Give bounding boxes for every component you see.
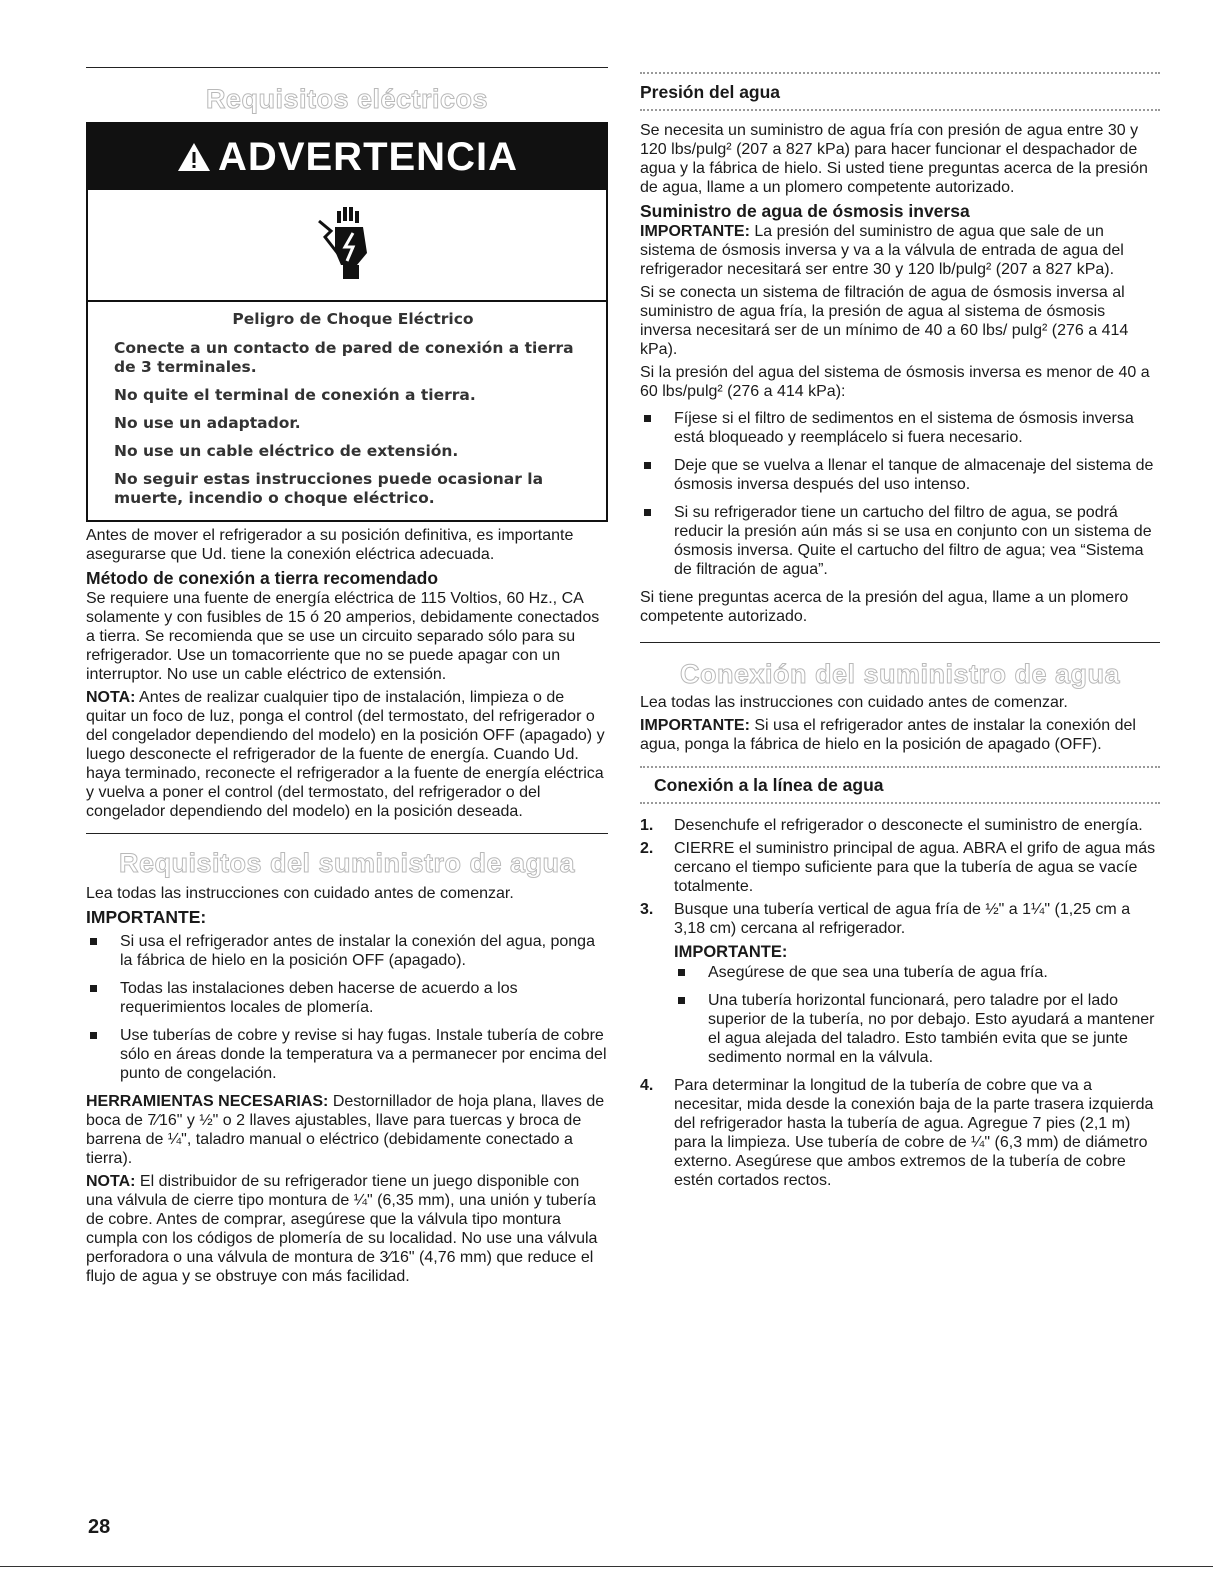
warning-line: No use un adaptador. bbox=[114, 414, 301, 432]
nota-text: Antes de realizar cualquier tipo de instalación, limpieza o de quitar un foco de luz, ponga el control (del termostato, del refrigerador o del congelador dependiendo del modelo) en la posición OFF (apagado) y luego desconecte el refrigerador de la fuente de energía. Cuando Ud. haya terminado, reconecte el refrigerador a la fuente de energía eléctrica y vuelva a poner el control (del termostato, del refrigerador o del congelador dependiendo del modelo) en la posición deseada. bbox=[86, 689, 605, 820]
tools-paragraph bbox=[86, 1092, 608, 1168]
page-number: 28 bbox=[88, 1516, 111, 1538]
nota2-text: El distribuidor de su refrigerador tiene un juego disponible con una válvula de cierre tipo montura de ¼" (6,35 mm), una unión y tubería de cobre. Antes de comprar, asegúrese que la válvula tipo montura cumpla con los códigos de plomería de su localidad. No use una válvula perforadora o una válvula de montura de 3⁄16" (4,76 mm) que reduce el flujo de agua y se obstruye con más facilidad. bbox=[86, 1173, 598, 1285]
step3-list bbox=[674, 963, 1160, 1067]
warning-line: No seguir estas instrucciones puede ocasionar la muerte, incendio o choque eléctrico. bbox=[114, 470, 544, 507]
tools-label: HERRAMIENTAS NECESARIAS: bbox=[86, 1093, 329, 1110]
ro-closing: Si tiene preguntas acerca de la presión del agua, llame a un plomero competente autorizado. bbox=[640, 589, 1129, 625]
grounding-text: Se requiere una fuente de energía eléctrica de 115 Voltios, 60 Hz., CA solamente y con fusibles de 15 ó 20 amperios, debidamente conectados a tierra. Se recomienda que se use un circuito separado sólo para su refrigerador. Use un tomacorriente que no se puede apagar con un interruptor. No use un cable eléctrico de extensión. bbox=[86, 590, 600, 683]
nota2-paragraph bbox=[86, 1172, 608, 1286]
pressure-text: Se necesita un suministro de agua fría con presión de agua entre 30 y 120 lbs/pulg² (207 a 827 kPa) para hacer funcionar el despachador de agua y la fábrica de hielo. Si usted tiene preguntas acerca de la presión de agua, llame a un plomero competente autorizado. bbox=[640, 122, 1148, 196]
list-item: Una tubería horizontal funcionará, pero taladre por el lado superior de la tubería, no por debajo. Esto ayudará a mantener el agua alejada del taladro. Esto también evita que se junte sedimento normal en la válvula. bbox=[674, 991, 1160, 1067]
warning-triangle-icon bbox=[176, 141, 212, 173]
connection-steps bbox=[640, 816, 1160, 1190]
water-line-heading: Conexión a la línea de agua bbox=[654, 775, 884, 795]
ro-importante-text: La presión del suministro de agua que sale de un sistema de ósmosis inversa y va a la válvula de entrada de agua del refrigerador necesitará ser entre 30 y 120 lb/pulg² (207 a 827 kPa). bbox=[640, 223, 1124, 278]
water-requirements-title: Requisitos del suministro de agua bbox=[118, 848, 576, 878]
bottom-rule bbox=[0, 1566, 1213, 1567]
step-item bbox=[640, 816, 1160, 835]
ro-list bbox=[640, 409, 1160, 579]
section-rule bbox=[640, 642, 1160, 643]
step-item bbox=[640, 839, 1160, 896]
step-text: CIERRE el suministro principal de agua. ABRA el grifo de agua más cercano el tiempo suficiente para que la tubería de agua se vacíe totalmente. bbox=[674, 840, 1156, 895]
warning-banner-text: ADVERTENCIA bbox=[218, 134, 518, 179]
tools-text: Destornillador de hoja plana, llaves de boca de 7⁄16" y ½" o 2 llaves ajustables, llave para tuercas y broca de barrena de ¼", taladro manual o eléctrico (debidamente conectado a tierra). bbox=[86, 1093, 605, 1167]
importante-heading: IMPORTANTE: bbox=[86, 907, 207, 927]
dotted-rule bbox=[640, 802, 1160, 804]
list-item: Todas las instalaciones deben hacerse de acuerdo a los requerimientos locales de plomería. bbox=[86, 979, 608, 1017]
electrical-requirements-title: Requisitos eléctricos bbox=[205, 84, 489, 114]
list-item: Fíjese si el filtro de sedimentos en el sistema de ósmosis inversa está bloqueado y reemplácelo si fuera necesario. bbox=[640, 409, 1160, 447]
step3-importante: IMPORTANTE: bbox=[674, 943, 788, 961]
ro-paragraph: Si se conecta un sistema de filtración de agua de ósmosis inversa al suministro de agua fría, la presión de agua al sistema de ósmosis inversa necesitará ser de un mínimo de 40 a 60 lbs/ pulg² (276 a 414 kPa). bbox=[640, 284, 1129, 358]
step-item bbox=[640, 1076, 1160, 1190]
dotted-rule bbox=[640, 72, 1160, 74]
section-rule bbox=[86, 833, 608, 834]
step-text: Desenchufe el refrigerador o desconecte el suministro de energía. bbox=[674, 817, 1143, 834]
step-number: 2. bbox=[640, 840, 654, 857]
dotted-rule bbox=[640, 766, 1160, 768]
list-item: Use tuberías de cobre y revise si hay fugas. Instale tubería de cobre sólo en áreas donde la temperatura va a permanecer por encima del punto de congelación. bbox=[86, 1026, 608, 1083]
warning-banner bbox=[88, 124, 606, 190]
list-item: Deje que se vuelva a llenar el tanque de almacenaje del sistema de ósmosis inversa después del uso intenso. bbox=[640, 456, 1160, 494]
ro-heading: Suministro de agua de ósmosis inversa bbox=[640, 201, 970, 221]
left-column bbox=[86, 0, 608, 1290]
connection-importante-paragraph bbox=[640, 716, 1160, 754]
step-text: Busque una tubería vertical de agua fría de ½" a 1¼" (1,25 cm a 3,18 cm) cercana al refrigerador. bbox=[674, 901, 1131, 937]
electrical-intro: Antes de mover el refrigerador a su posición definitiva, es importante asegurarse que Ud. tiene la conexión eléctrica adecuada. bbox=[86, 527, 574, 563]
step-number: 4. bbox=[640, 1077, 654, 1094]
water-requirements-list bbox=[86, 932, 608, 1083]
ro-importante-label: IMPORTANTE: bbox=[640, 223, 750, 240]
dotted-rule bbox=[640, 109, 1160, 111]
warning-box bbox=[86, 122, 608, 522]
ro-importante-paragraph bbox=[640, 222, 1160, 279]
connection-importante-label: IMPORTANTE: bbox=[640, 717, 750, 734]
step-text: Para determinar la longitud de la tubería de cobre que va a necesitar, mida desde la conexión baja de la parte trasera izquierda del refrigerador hasta la tubería de agua. Agregue 7 pies (2,1 m) para la limpieza. Use tubería de cobre de ¼" (6,3 mm) de diámetro externo. Asegúrese que ambos extremos de la tubería de cobre estén cortados rectos. bbox=[674, 1077, 1154, 1189]
connection-intro: Lea todas las instrucciones con cuidado antes de comenzar. bbox=[640, 694, 1068, 711]
warning-line: No use un cable eléctrico de extensión. bbox=[114, 442, 459, 460]
water-intro: Lea todas las instrucciones con cuidado antes de comenzar. bbox=[86, 885, 514, 902]
warning-subtitle: Peligro de Choque Eléctrico bbox=[232, 310, 474, 328]
nota2-label: NOTA: bbox=[86, 1173, 136, 1190]
water-connection-title: Conexión del suministro de agua bbox=[679, 659, 1121, 689]
nota-label: NOTA: bbox=[86, 689, 136, 706]
ro-paragraph: Si la presión del agua del sistema de ósmosis inversa es menor de 40 a 60 lbs/pulg² (276 a 414 kPa): bbox=[640, 364, 1150, 400]
electric-shock-hand-icon bbox=[317, 203, 377, 288]
step-number: 1. bbox=[640, 817, 654, 834]
list-item: Si su refrigerador tiene un cartucho del filtro de agua, se podrá reducir la presión aún más si se usa en conjunto con un sistema de ósmosis inversa. Quite el cartucho del filtro de agua; vea “Sistema de filtración de agua”. bbox=[640, 503, 1160, 579]
section-rule bbox=[86, 67, 608, 68]
pressure-heading: Presión del agua bbox=[640, 82, 781, 102]
warning-text bbox=[88, 302, 606, 520]
grounding-heading: Método de conexión a tierra recomendado bbox=[86, 568, 439, 588]
step-number: 3. bbox=[640, 901, 654, 918]
list-item: Si usa el refrigerador antes de instalar la conexión del agua, ponga la fábrica de hielo en la posición OFF (apagado). bbox=[86, 932, 608, 970]
step-item bbox=[640, 900, 1160, 1067]
connection-importante-text: Si usa el refrigerador antes de instalar la conexión del agua, ponga la fábrica de hielo en la posición de apagado (OFF). bbox=[640, 717, 1136, 753]
list-item: Asegúrese de que sea una tubería de agua fría. bbox=[674, 963, 1160, 982]
nota-paragraph bbox=[86, 688, 608, 821]
right-column bbox=[640, 0, 1160, 1194]
warning-icon-area bbox=[88, 190, 606, 302]
warning-line: Conecte a un contacto de pared de conexión a tierra de 3 terminales. bbox=[114, 339, 574, 376]
warning-line: No quite el terminal de conexión a tierra. bbox=[114, 386, 476, 404]
